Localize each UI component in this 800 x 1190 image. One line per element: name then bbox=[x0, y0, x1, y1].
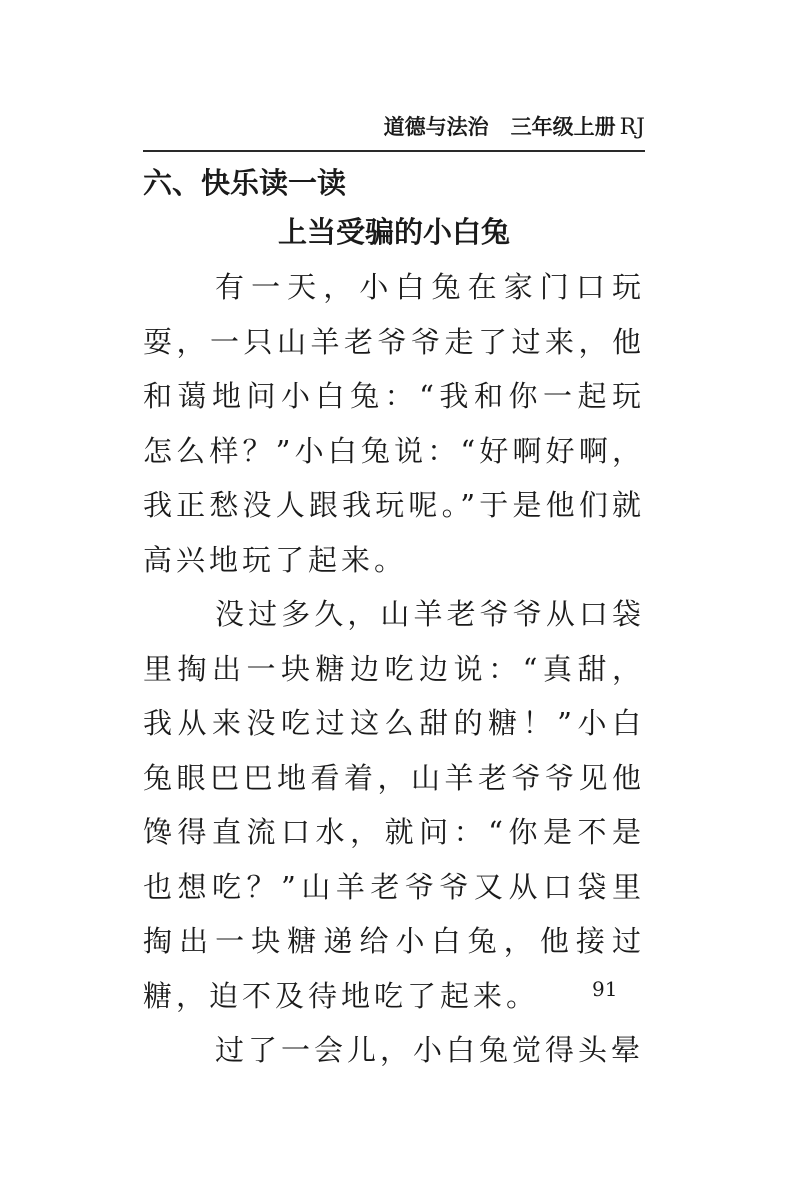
section-title: 六、快乐读一读 bbox=[143, 166, 347, 200]
paragraph-2: 没过多久，山羊老爷爷从口袋里掏出一块糖边吃边说：“真甜，我从来没吃过这么甜的糖！”小白兔眼巴巴地看着，山羊老爷爷见他馋得直流口水，就问：“你是不是也想吃？”山羊老爷爷又从口袋里掏出一块糖递给小白兔，他接过糖，迫不及待地吃了起来。 bbox=[143, 597, 645, 1013]
header-subject: 道德与法治 bbox=[383, 115, 489, 139]
header-grade: 三年级上册 bbox=[510, 115, 616, 139]
story-body bbox=[143, 260, 645, 1078]
running-header bbox=[143, 108, 645, 152]
paragraph-1: 有一天，小白兔在家门口玩耍，一只山羊老爷爷走了过来，他和蔼地问小白兔：“我和你一起玩怎么样？”小白兔说：“好啊好啊，我正愁没人跟我玩呢。”于是他们就高兴地玩了起来。 bbox=[143, 270, 645, 577]
header-edition: RJ bbox=[619, 115, 645, 140]
page-number: 91 bbox=[592, 977, 618, 1001]
story-title: 上当受骗的小白兔 bbox=[277, 215, 510, 249]
paragraph-3: 过了一会儿，小白兔觉得头晕 bbox=[215, 1033, 645, 1067]
